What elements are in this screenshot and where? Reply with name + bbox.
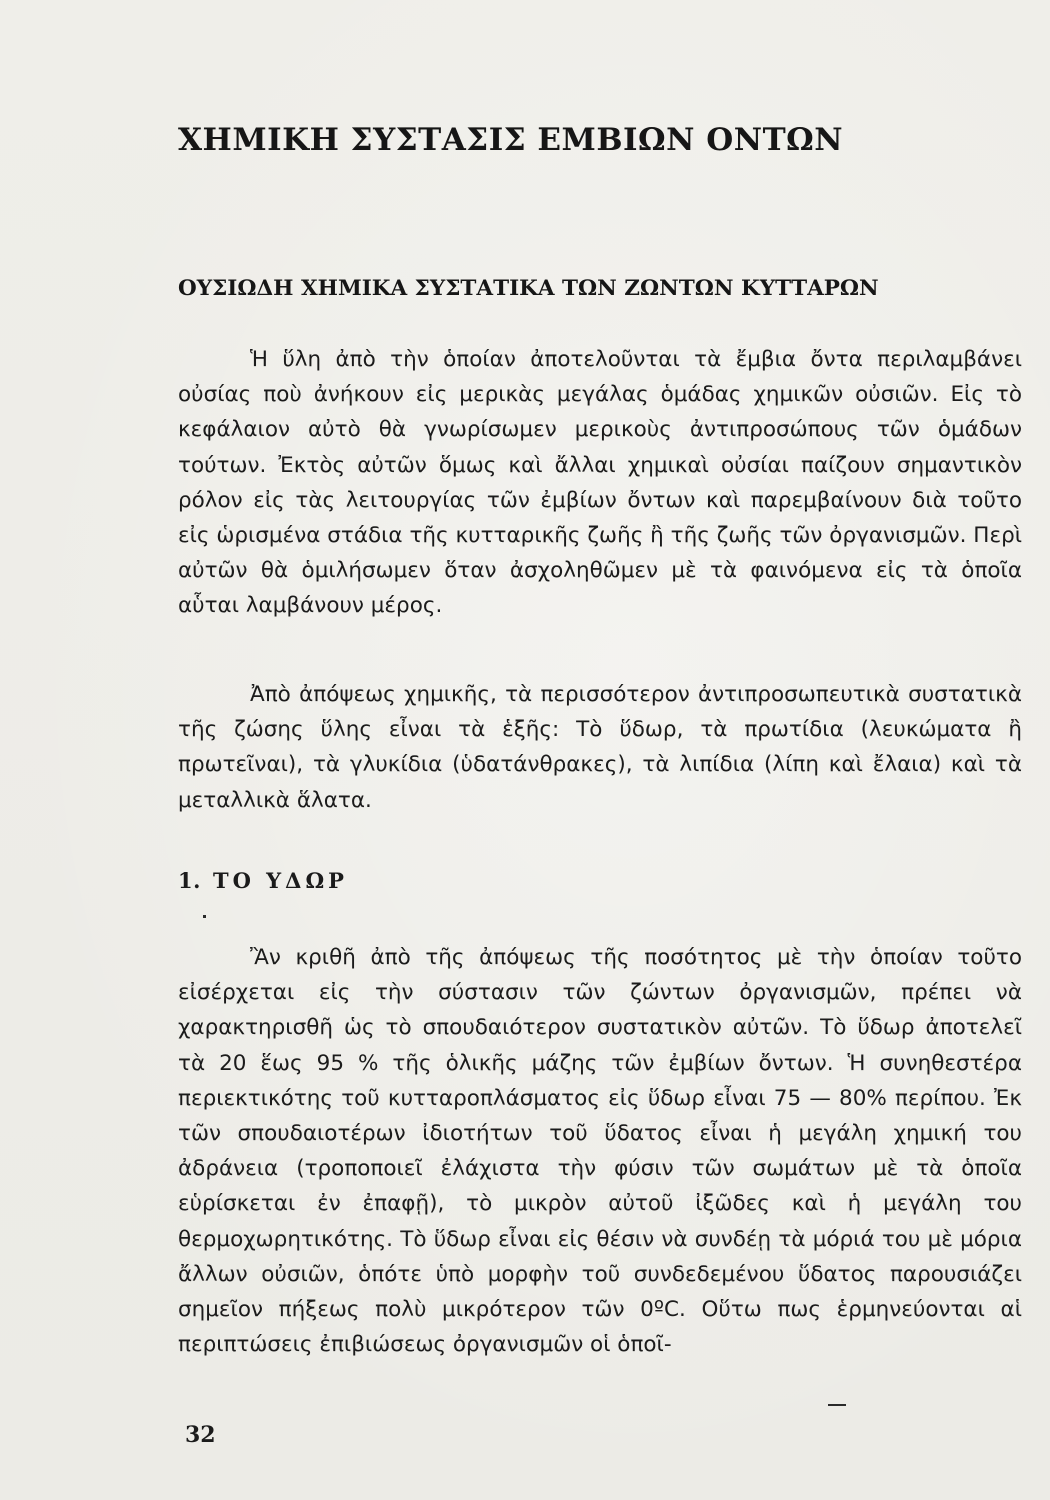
ink-speck xyxy=(828,1404,846,1406)
paragraph-water: Ἂν κριθῆ ἀπὸ τῆς ἀπόψεως τῆς ποσότητος μὲ τὴν ὁποίαν τοῦτο εἰσέρχεται εἰς τὴν σύστασιν τῶν ζώντων ὀργανισμῶν, πρέπει νὰ χαρακτηρισθῆ ὡς τὸ σπουδαιότερον συστατικὸν αὐτῶν. Τὸ ὕδωρ ἀποτελεῖ τὰ 20 ἕως 95 % τῆς ὁλικῆς μάζης τῶν ἐμβίων ὄντων. Ἡ συνηθεστέρα περιεκτικότης τοῦ κυτταροπλάσματος εἰς ὕδωρ εἶναι 75 — 80% περίπου. Ἐκ τῶν σπουδαιοτέρων ἰδιοτήτων τοῦ ὕδατος εἶναι ἡ μεγάλη χημική του ἀδράνεια (τροποποιεῖ ἐλάχιστα τὴν φύσιν τῶν σωμάτων μὲ τὰ ὁποῖα εὑρίσκεται ἐν ἐπαφῇ), τὸ μικρὸν αὐτοῦ ἰξῶδες καὶ ἡ μεγάλη του θερμοχωρητικότης. Τὸ ὕδωρ εἶναι εἰς θέσιν νὰ συνδέῃ τὰ μόριά του μὲ μόρια ἄλλων οὐσιῶν, ὁπότε ὑπὸ μορφὴν τοῦ συνδεδεμένου ὕδατος παρουσιάζει σημεῖον πήξεως πολὺ μικρότερον τῶν 0ºC. Οὕτω πως ἑρμηνεύονται αἱ περιπτώσεις ἐπιβιώσεως ὀργανισμῶν οἱ ὁποῖ- xyxy=(178,945,1022,1358)
paragraph-components: Ἀπὸ ἀπόψεως χημικῆς, τὰ περισσότερον ἀντιπροσωπευτικὰ συστατικὰ τῆς ζώσης ὕλης εἶναι τὰ ἑξῆς: Τὸ ὕδωρ, τὰ πρωτίδια (λευκώματα ἢ πρωτεῖναι), τὰ γλυκίδια (ὑδατάνθρακες), τὰ λιπίδια (λίπη καὶ ἔλαια) καὶ τὰ μεταλλικὰ ἅλατα. xyxy=(178,682,1022,813)
ink-speck xyxy=(203,915,206,918)
chapter-title: ΧΗΜΙΚΗ ΣΥΣΤΑΣΙΣ ΕΜΒΙΩΝ ΟΝΤΩΝ xyxy=(178,122,844,158)
section-number: 1. xyxy=(178,868,201,893)
section-heading-water xyxy=(178,868,348,893)
section-title: ΤΟ ΥΔΩΡ xyxy=(212,868,348,893)
page-number: 32 xyxy=(185,1422,216,1448)
section-subtitle: ΟΥΣΙΩΔΗ ΧΗΜΙΚΑ ΣΥΣΤΑΤΙΚΑ ΤΩΝ ΖΩΝΤΩΝ ΚΥΤΤΑΡΩΝ xyxy=(178,276,879,301)
paragraph-intro: Ἡ ὕλη ἀπὸ τὴν ὁποίαν ἀποτελοῦνται τὰ ἔμβια ὄντα περιλαμβάνει οὐσίας ποὺ ἀνήκουν εἰς μερικὰς μεγάλας ὁμάδας χημικῶν οὐσιῶν. Εἰς τὸ κεφάλαιον αὐτὸ θὰ γνωρίσωμεν μερικοὺς ἀντιπροσώπους τῶν ὁμάδων τούτων. Ἐκτὸς αὐτῶν ὅμως καὶ ἄλλαι χημικαὶ οὐσίαι παίζουν σημαντικὸν ρόλον εἰς τὰς λειτουργίας τῶν ἐμβίων ὄντων καὶ παρεμβαίνουν διὰ τοῦτο εἰς ὡρισμένα στάδια τῆς κυτταρικῆς ζωῆς ἢ τῆς ζωῆς τῶν ὀργανισμῶν. Περὶ αὐτῶν θὰ ὁμιλήσωμεν ὅταν ἀσχοληθῶμεν μὲ τὰ φαινόμενα εἰς τὰ ὁποῖα αὗται λαμβάνουν μέρος. xyxy=(178,347,1022,619)
